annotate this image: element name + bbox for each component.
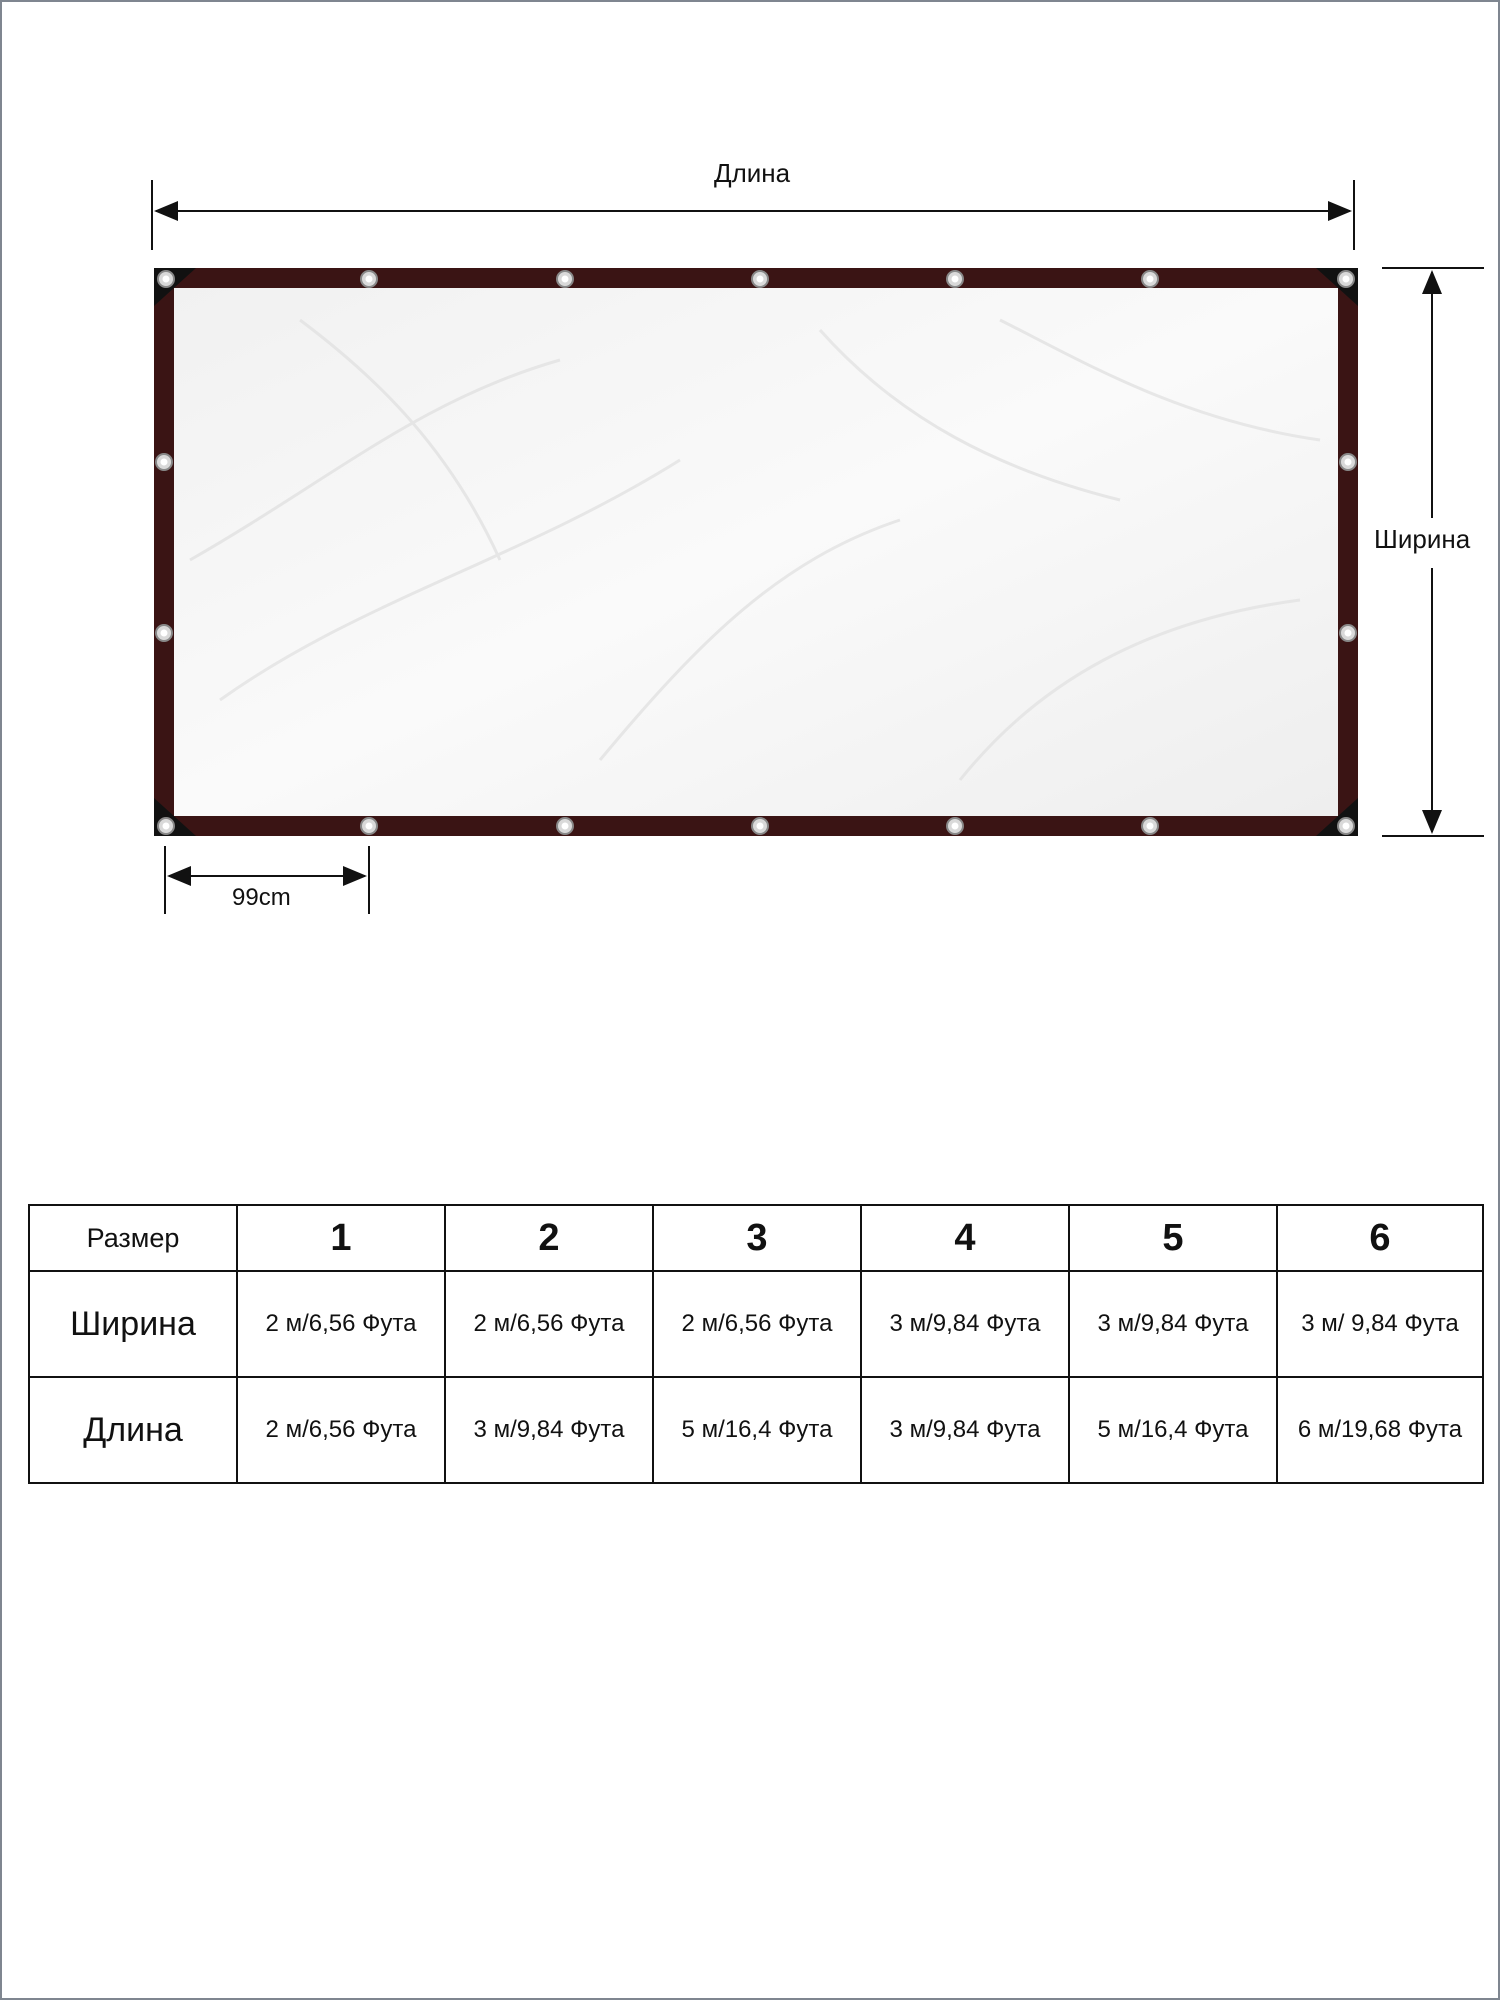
- grommet-hole: [952, 823, 959, 830]
- grommet-hole: [1343, 276, 1350, 283]
- width-label: Ширина: [1374, 524, 1471, 554]
- grommet-hole: [757, 276, 764, 283]
- table-cell: 2 м/6,56 Фута: [653, 1271, 861, 1377]
- size-column-4: 4: [861, 1205, 1069, 1271]
- grommet-hole: [161, 630, 168, 637]
- tarp-sheet: [174, 288, 1338, 816]
- table-cell: 3 м/ 9,84 Фута: [1277, 1271, 1483, 1377]
- table-cell: 2 м/6,56 Фута: [445, 1271, 653, 1377]
- grommet-hole: [562, 823, 569, 830]
- size-column-5: 5: [1069, 1205, 1277, 1271]
- grommet-hole: [163, 276, 170, 283]
- table-cell: 6 м/19,68 Фута: [1277, 1377, 1483, 1483]
- grommet-hole: [952, 276, 959, 283]
- grommet-hole: [163, 823, 170, 830]
- table-header-row: [29, 1205, 1483, 1271]
- grommet-hole: [366, 823, 373, 830]
- grommet-hole: [1343, 823, 1350, 830]
- table-cell: 2 м/6,56 Фута: [237, 1271, 445, 1377]
- size-column-3: 3: [653, 1205, 861, 1271]
- table-cell: 3 м/9,84 Фута: [1069, 1271, 1277, 1377]
- tarp: [154, 268, 1358, 836]
- size-column-6: 6: [1277, 1205, 1483, 1271]
- table-cell: 2 м/6,56 Фута: [237, 1377, 445, 1483]
- table-cell: 5 м/16,4 Фута: [1069, 1377, 1277, 1483]
- grommet-hole: [757, 823, 764, 830]
- grommet-hole: [1147, 276, 1154, 283]
- spacing-label: 99cm: [232, 884, 291, 911]
- grommet-hole: [562, 276, 569, 283]
- size-column-1: 1: [237, 1205, 445, 1271]
- table-row-width: [29, 1271, 1483, 1377]
- row-label-width: Ширина: [29, 1271, 237, 1377]
- grommet-hole: [161, 459, 168, 466]
- grommet-hole: [1345, 459, 1352, 466]
- length-dimension: [152, 180, 1354, 250]
- table-cell: 3 м/9,84 Фута: [445, 1377, 653, 1483]
- table-cell: 3 м/9,84 Фута: [861, 1271, 1069, 1377]
- grommet-hole: [1147, 823, 1154, 830]
- table-row-length: [29, 1377, 1483, 1483]
- length-label: Длина: [714, 158, 791, 188]
- table-cell: 3 м/9,84 Фута: [861, 1377, 1069, 1483]
- table-cell: 5 м/16,4 Фута: [653, 1377, 861, 1483]
- size-column-2: 2: [445, 1205, 653, 1271]
- grommet-hole: [1345, 630, 1352, 637]
- grommet-hole: [366, 276, 373, 283]
- row-label-length: Длина: [29, 1377, 237, 1483]
- size-header-label: Размер: [29, 1205, 237, 1271]
- tarp-diagram: [0, 0, 1500, 940]
- size-table: [28, 1204, 1484, 1484]
